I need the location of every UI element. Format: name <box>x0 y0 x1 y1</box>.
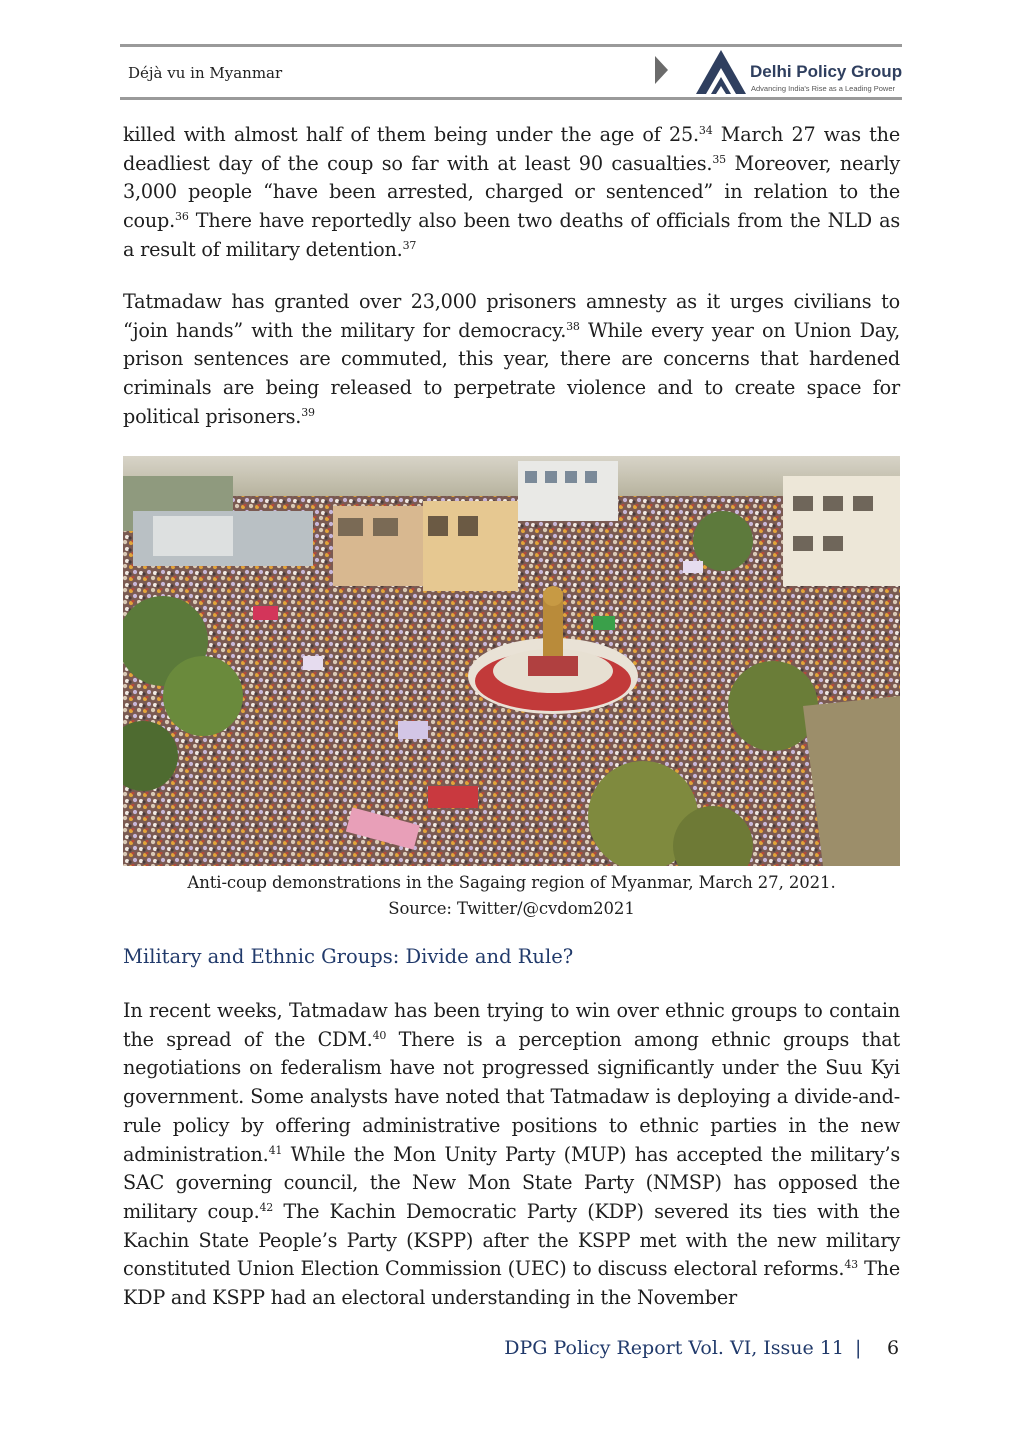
caption-line-2: Source: Twitter/@cvdom2021 <box>388 899 635 918</box>
footnote-ref: 42 <box>259 1200 274 1214</box>
paragraph-text: March 27 was the deadliest day of the coup so far with at least 90 casualties. <box>123 123 900 175</box>
running-title: Déjà vu in Myanmar <box>128 64 283 82</box>
footnote-ref: 35 <box>712 152 726 166</box>
dpg-logo-mark-icon <box>694 48 748 96</box>
protest-photo <box>123 456 900 866</box>
paragraph-text: The Kachin Democratic Party (KDP) severed its ties with the Kachin State People’s Party (KSPP) after the KSPP met with the new military constituted Union Election Commission (UEC) to discuss electoral reforms. <box>123 1199 900 1281</box>
body-paragraph-3 <box>123 997 900 1313</box>
footnote-ref: 40 <box>372 1028 387 1042</box>
page-number: 6 <box>887 1337 900 1359</box>
paragraph-text: killed with almost half of them being under the age of 25. <box>123 123 699 146</box>
logo-name: Delhi Policy Group <box>750 62 903 81</box>
footnote-ref: 43 <box>844 1258 858 1272</box>
paragraph-text: While the Mon Unity Party (MUP) has accepted the military’s SAC governing council, the New Mon State Party (NMSP) has opposed the military coup. <box>123 1142 900 1223</box>
logo-tagline: Advancing India's Rise as a Leading Power <box>751 84 896 93</box>
footer-report-label: DPG Policy Report Vol. VI, Issue 11 <box>504 1337 844 1359</box>
paragraph-text: There is a perception among ethnic groups that negotiations on federalism have not progressed significantly under the Suu Kyi government. Some analysts have noted that Tatmadaw is deploying a divide-and-rule policy by offering administrative positions to ethnic parties in the new administration. <box>123 1027 901 1166</box>
body-paragraph-1 <box>123 121 900 265</box>
header-top-rule <box>120 44 902 47</box>
caption-line-1: Anti-coup demonstrations in the Sagaing region of Myanmar, March 27, 2021. <box>187 873 836 892</box>
footnote-ref: 39 <box>301 405 315 419</box>
footnote-ref: 38 <box>566 319 580 333</box>
body-paragraph-2 <box>123 288 900 432</box>
header-bottom-rule <box>120 97 902 100</box>
page-header <box>120 44 902 100</box>
paragraph-text: The KDP and KSPP had an electoral understanding in the November <box>123 1257 900 1310</box>
section-heading: Military and Ethnic Groups: Divide and Rule? <box>123 945 574 968</box>
footer-separator: | <box>855 1337 862 1359</box>
footnote-ref: 41 <box>268 1143 283 1157</box>
figure-caption <box>123 870 900 922</box>
paragraph-text: Tatmadaw has granted over 23,000 prisoners amnesty as it urges civilians to “join hands” with the military for democracy. <box>123 290 900 342</box>
footnote-ref: 36 <box>175 210 189 224</box>
paragraph-text: There have reportedly also been two deaths of officials from the NLD as a result of military detention. <box>123 209 900 261</box>
paragraph-text: In recent weeks, Tatmadaw has been trying to win over ethnic groups to contain the spread of the CDM. <box>123 999 900 1051</box>
dpg-logo <box>694 48 904 96</box>
page-footer <box>0 1337 1024 1367</box>
paragraph-text: Moreover, nearly 3,000 people “have been arrested, charged or sentenced” in relation to the coup. <box>123 151 900 233</box>
footnote-ref: 37 <box>402 238 417 252</box>
paragraph-text: While every year on Union Day, prison sentences are commuted, this year, there are concerns that hardened criminals are being released to perpetrate violence and to create space for political prisoners. <box>123 318 901 428</box>
footnote-ref: 34 <box>698 124 713 137</box>
header-arrow-icon <box>655 56 668 84</box>
